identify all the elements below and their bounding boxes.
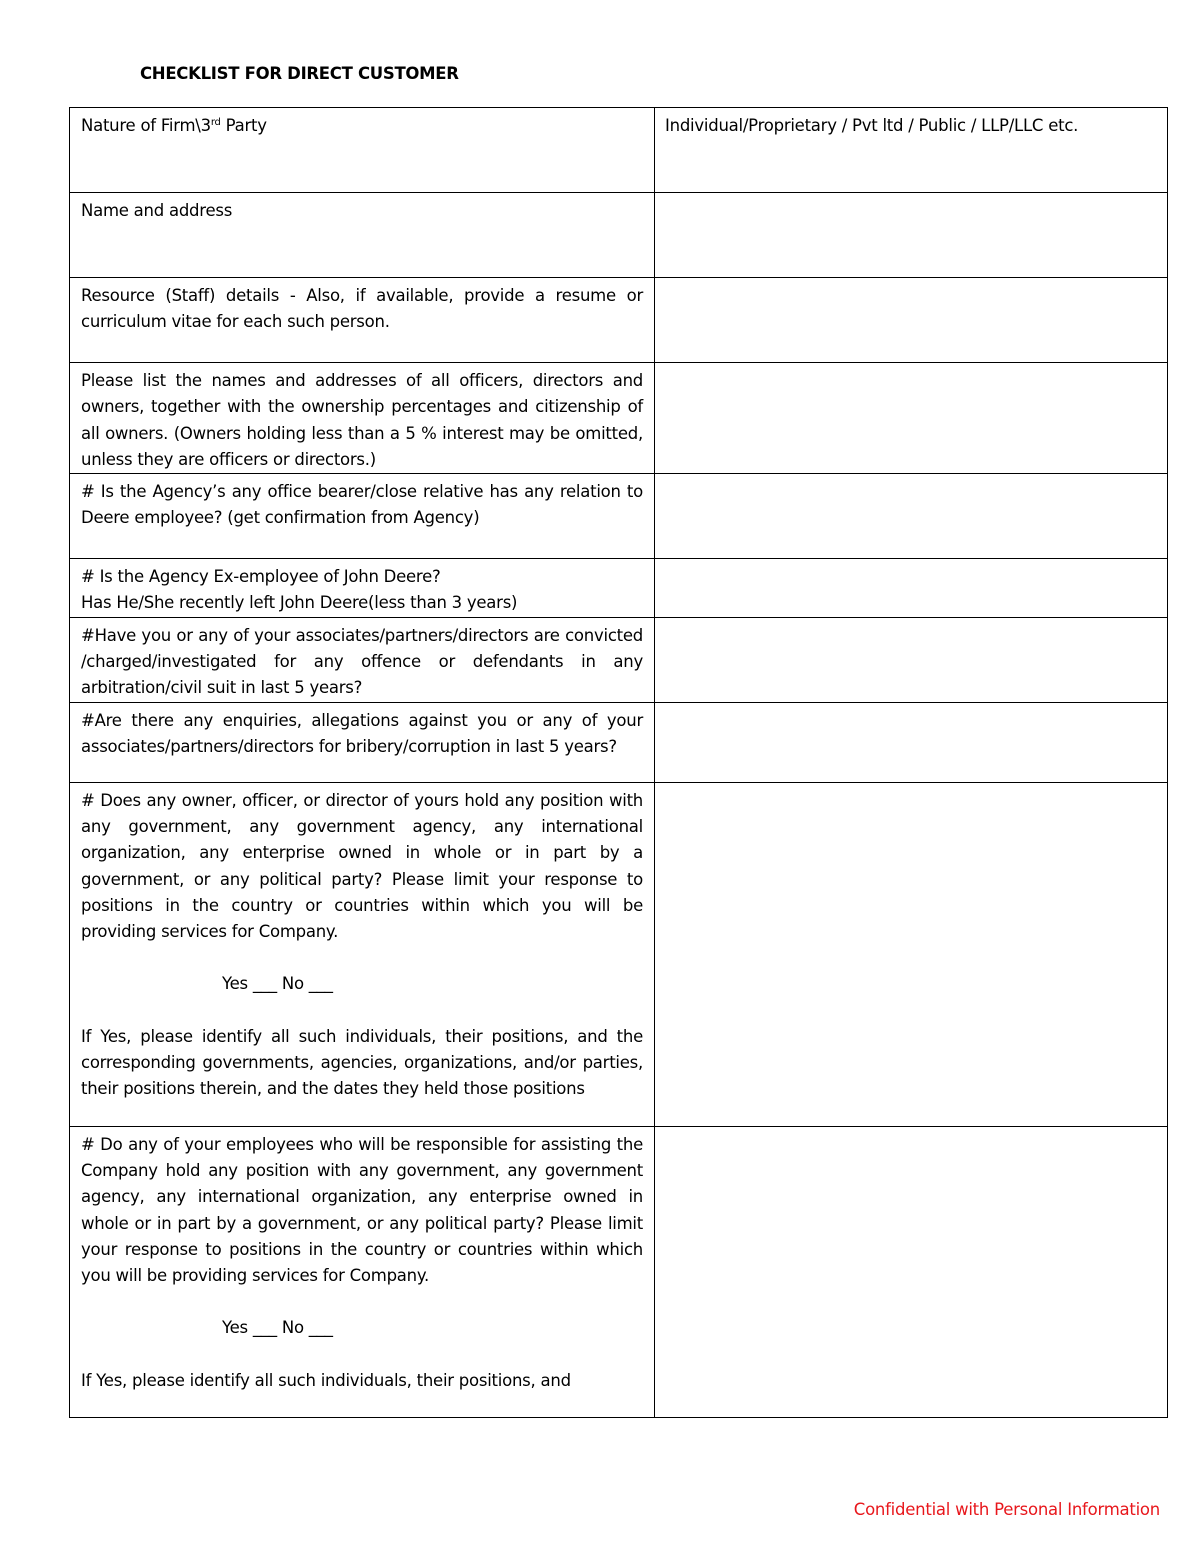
- question-text: Has He/She recently left John Deere(less than 3 years): [81, 593, 518, 613]
- question-text: Party: [220, 116, 267, 135]
- question-cell: [70, 782, 655, 1126]
- table-row: [70, 782, 1168, 1126]
- table-row: [70, 1126, 1168, 1417]
- question-cell: [70, 702, 655, 782]
- table-row: [70, 363, 1168, 474]
- answer-cell[interactable]: [655, 474, 1168, 559]
- question-cell: [70, 559, 655, 618]
- question-text: # Does any owner, officer, or director of yours hold any position with any government, any government agency, any international organization, any enterprise owned in whole or in part by a government, or any political party? Please limit your response to positions in the country or countries within which you will be providing services for Company.: [81, 790, 643, 942]
- page-title: CHECKLIST FOR DIRECT CUSTOMER: [140, 64, 459, 83]
- question-cell: [70, 278, 655, 363]
- question-text: # Do any of your employees who will be responsible for assisting the Company hold any position with any government, any government agency, any international organization, any enterprise owned in whole or in part by a government, or any political party? Please limit your response to positions in the country or countries within which you will be providing services for Company.: [81, 1134, 643, 1286]
- answer-cell[interactable]: [655, 108, 1168, 193]
- question-text: Resource (Staff) details - Also, if available, provide a resume or curriculum vitae for each such person.: [81, 286, 643, 332]
- answer-cell[interactable]: [655, 782, 1168, 1126]
- question-text: # Is the Agency Ex-employee of John Deere?: [81, 567, 441, 587]
- confidential-footer: Confidential with Personal Information: [853, 1500, 1160, 1519]
- followup-text: If Yes, please identify all such individuals, their positions, and: [81, 1370, 571, 1390]
- question-text: #Have you or any of your associates/partners/directors are convicted /charged/investigated for any offence or defendants in any arbitration/civil suit in last 5 years?: [81, 625, 643, 698]
- question-cell: [70, 363, 655, 474]
- question-cell: [70, 617, 655, 702]
- answer-cell[interactable]: [655, 617, 1168, 702]
- table-row: [70, 702, 1168, 782]
- table-row: [70, 193, 1168, 278]
- question-cell: [70, 193, 655, 278]
- question-text: Nature of Firm\3: [81, 116, 211, 135]
- table-row: [70, 278, 1168, 363]
- answer-cell[interactable]: [655, 193, 1168, 278]
- question-cell: [70, 474, 655, 559]
- question-text: # Is the Agency’s any office bearer/close relative has any relation to Deere employee? (get confirmation from Agency): [81, 482, 643, 528]
- table-row: [70, 559, 1168, 618]
- answer-text: Individual/Proprietary / Pvt ltd / Public / LLP/LLC etc.: [665, 116, 1079, 135]
- ordinal-suffix: rd: [210, 117, 221, 128]
- answer-cell[interactable]: [655, 702, 1168, 782]
- answer-cell[interactable]: [655, 1126, 1168, 1417]
- checklist-table: [69, 107, 1168, 1418]
- question-cell: [70, 1126, 655, 1417]
- question-text: #Are there any enquiries, allegations against you or any of your associates/partners/directors for bribery/corruption in last 5 years?: [81, 710, 643, 756]
- table-row: [70, 108, 1168, 193]
- question-text: Name and address: [81, 201, 233, 220]
- table-row: [70, 617, 1168, 702]
- question-cell: [70, 108, 655, 193]
- question-text: Please list the names and addresses of all officers, directors and owners, together with the ownership percentages and citizenship of all owners. (Owners holding less than a 5 % interest may be omitted, unless they are officers or directors.): [81, 371, 643, 469]
- answer-cell[interactable]: [655, 278, 1168, 363]
- answer-cell[interactable]: [655, 559, 1168, 618]
- yes-no-field[interactable]: Yes ___ No ___: [222, 1318, 333, 1338]
- answer-cell[interactable]: [655, 363, 1168, 474]
- table-row: [70, 474, 1168, 559]
- followup-text: If Yes, please identify all such individuals, their positions, and the corresponding governments, agencies, organizations, and/or parties, their positions therein, and the dates they held those positions: [81, 1026, 643, 1099]
- yes-no-field[interactable]: Yes ___ No ___: [222, 974, 333, 994]
